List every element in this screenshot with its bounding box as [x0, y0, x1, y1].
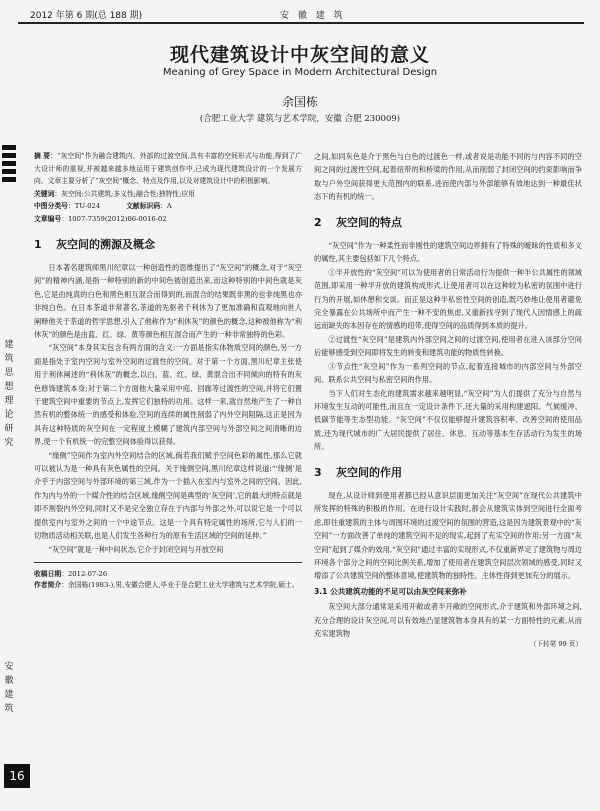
subsection-heading: 3.1 公共建筑功能的不足可以由灰空间来弥补 [314, 586, 467, 596]
side-char: 研 [4, 424, 14, 434]
left-column [34, 150, 302, 591]
article-id: 文章编号：1007-7359(2012)06-0016-02 [34, 214, 167, 223]
side-label-column [3, 338, 15, 450]
side-char: 筑 [4, 354, 14, 364]
paragraph: ①半开放性的“灰空间”可以为使用者的日常活动行为提供一种半公共属性的领域范围,即采用一种半开放的建筑构成形式,让使用者可以在这种较为私密的氛围中进行行为的开展,如休憩和交谈。而正是这种半私密性空间的创造,既巧妙地让使用者避免完全暴露在公共场所中而产生一种不安的焦虑,又重新找寻到了现代人因情感上的疏远而缺失的本因存在的情感的纽带,使得空间的品质得到本质的提升。 [314, 267, 582, 331]
paragraph: 当下人们对生态化的建筑需求越来越明显,“灰空间”为人们提供了充分与自然与环境发生互动的可能性,而且在一定设计条件下,还大量的采用构建遮阳、气候缓冲、低碳节能等生态型功能。“灰空间”不仅仅能够提升建筑容积率、改善空间的使用品质,还为现代城市的广大居民提供了居住、休息、互动等基本生存活动行为发生的场所。 [314, 388, 582, 452]
paragraph: 灰空间大部分通常是采用开敞或者半开敞的空间形式,介于建筑和外部环境之间,充分合理的设计灰空间,可以有效地凸显建筑物本身具有的某一方面特性的元素,从而充实建筑物 [314, 602, 582, 638]
header-rule [18, 22, 584, 24]
page-title: 现代建筑设计中灰空间的意义 [169, 44, 430, 66]
side-char: 安 [4, 662, 14, 672]
journal-name: 安 徽 建 筑 [280, 11, 346, 21]
side-char: 思 [4, 368, 14, 378]
keywords: 关键词：灰空间;公共建筑;多义性;融合性;独特性;应用 [34, 189, 195, 198]
section-heading: 3 灰空间的作用 [314, 465, 402, 479]
continued-note: （下转第 99 页） [529, 640, 582, 649]
english-title: Meaning of Grey Space in Modern Architectural Design [162, 67, 438, 78]
side-char: 建 [4, 340, 14, 350]
running-header [18, 6, 584, 22]
issue-label: 2012 年第 6 期(总 188 期) [30, 11, 143, 21]
author-name: 余国栋 [281, 95, 318, 109]
paragraph: “灰空间”就是一种中间状态,它介于封闭空间与开放空间 [48, 544, 224, 554]
footnote: 收稿日期：2012-07-26 作者简介：余国栋(1983-),男,安徽合肥人,毕业于是合肥工业大学建筑与艺术学院,硕士。 [34, 569, 299, 589]
right-column [314, 150, 582, 652]
paragraph: 之间,如同灰色是介于黑色与白色的过渡色一样,或者说是功能不同的与内容不同的空间之间的过渡性空间,起着纽带的和桥梁的作用,从而削弱了封闭空间的约束影响而争取与户外空间获得更大范围内的联系,进而使内部与外部能够有效地达到一种最佳状态下的有机的统一。 [314, 152, 582, 202]
side-char: 究 [4, 438, 14, 448]
footnote-rule [34, 562, 302, 563]
side-char: 建 [4, 690, 14, 700]
side-char: 论 [4, 410, 14, 420]
side-char: 想 [4, 382, 14, 392]
paragraph: “灰空间”本身其实包含有两方面的含义:一方面是指实体物质空间的颜色,另一方面是指处于室内空间与室外空间的过渡性的空间。对于第一个方面,黑川纪章主张使用于利休阐述的“利休灰”的概念,以白、蓝、红、绿、黄混合出不同倾向的特有的灰色修饰建筑本身;对于第二个方面他大量采用中庭、回廊等过渡性的空间,并将它们置于建筑空间中重要的节点上,发挥它们独特的功用。这样一来,就自然地产生了一种自然有机的整体统一的感受和体验,空间的连续的属性削弱了内外空间阻隔,这正是因为具有这种特质的灰空间在一定程度上模糊了建筑内部空间与外部空间之间清晰的边界,使一个有机统一的完整空间体验得以获得。 [34, 343, 302, 447]
side-char: 徽 [4, 676, 14, 686]
paragraph: ②过渡性“灰空间”是建筑内外部空间之间的过渡空间,使用者在进入该部分空间后能够感受到空间即将发生的转变和建筑功能的物质性转换。 [314, 334, 582, 358]
paragraph: “缘侧”空间作为室内外空间结合的区域,倘若我们赋予空间色彩的属性,那么它就可以被认为是一种具有灰色属性的空间。关于缘侧空间,黑川纪章这样说道:“‘缘侧’是介乎于内部空间与外部环境的第三域,作为一个插入在室内与室外之间的空间。因此,作为内与外的一个媒介性的结合区域,缘侧空间是典型的‘灰空间’,它的最大的特点就是即不割裂内外空间,同时又不是完全独立存在于内部与外部之外,可以说它是一个可以提供室内与室外之间的一个中途节点。这是一个具有特定属性的场所,它与人们的一切物质活动相关联,也是人们发生各种行为的原有生活区域的空间的延伸。” [34, 450, 302, 541]
section-heading: 1 灰空间的溯源及概念 [34, 237, 155, 251]
abstract-block [34, 150, 302, 226]
classification: 中图分类号：TU-024 文献标识码：A [34, 202, 172, 211]
paragraph: 现在,从设计师到使用者都已经从意识层面更加关注“灰空间”在现代公共建筑中所发挥的特殊的积极的作用。在进行设计实践时,都会从建筑实体到空间进行全面考虑,即往重建筑的主体与周围环境的过渡空间的氛围的营造,这是因为建筑景观中的“灰空间”一方面改善了单纯的建筑空间不足的现实,起到了充实空间的作用;另一方面“灰空间”起到了媒介的效用,“灰空间”通过丰富的实现形式,不仅重新界定了建筑物与周边环境各个部分之间的空间比例关系,增加了使用者在建筑空间层次领域的感受,同时又增添了公共建筑空间的整体意境,使建筑物的独特性、主体性得到更加充分的展示。 [314, 490, 582, 581]
affiliation: (合肥工业大学 建筑与艺术学院，安徽 合肥 230009) [199, 114, 401, 124]
paragraph: “灰空间”作为一种柔性而非刚性的建筑空间边界拥有了特殊的暧昧的性质和多义的属性,其主要包括如下几个特点。 [314, 241, 582, 264]
paragraph: ③节点性“灰空间”作为一系列空间的节点,起着连接城市的内部空间与外部空间、联系公共空间与私密空间的作用。 [314, 361, 582, 385]
page-number: 16 [4, 764, 30, 788]
side-char: 筑 [4, 704, 14, 714]
side-label-journal [3, 660, 15, 716]
stripe-icon [2, 145, 16, 189]
paragraph: 日本著名建筑师黑川纪章以一种创造性的思维提出了“灰空间”的概念,对于“灰空间”的精神内涵,是指一种特别的新的中间色被创造出来,而这种特别的中间色就是灰色,它是由纯真的白色和黑色相互混合而得到的,而混合的结果既非黑的也非纯黑也亦非纯白色。在日本茶道非常著名,茶道的先驱者千利休为了更加准确和直观地向世人阐释他关于茶道的哲学思想,引入了他称作为“利休灰”的颜色的概念,这种被他称为“利休灰”的颜色是由蓝、红、绿、黄等颜色相互混合而产生的一种非常独特的色彩。 [34, 262, 302, 339]
side-char: 理 [4, 396, 14, 406]
section-heading: 2 灰空间的特点 [314, 215, 402, 229]
abstract: 摘 要：“灰空间”作为融合建筑内、外部的过渡空间,具有丰富的空间形式与功能,得到了广大设计师的重视,并被越来越多地运用于建筑创作中,已成为现代建筑设计的一个发展方向。文章主要分析了“灰空间”概念、特点及作用,以及对建筑设计中的积极影响。 [34, 152, 302, 186]
